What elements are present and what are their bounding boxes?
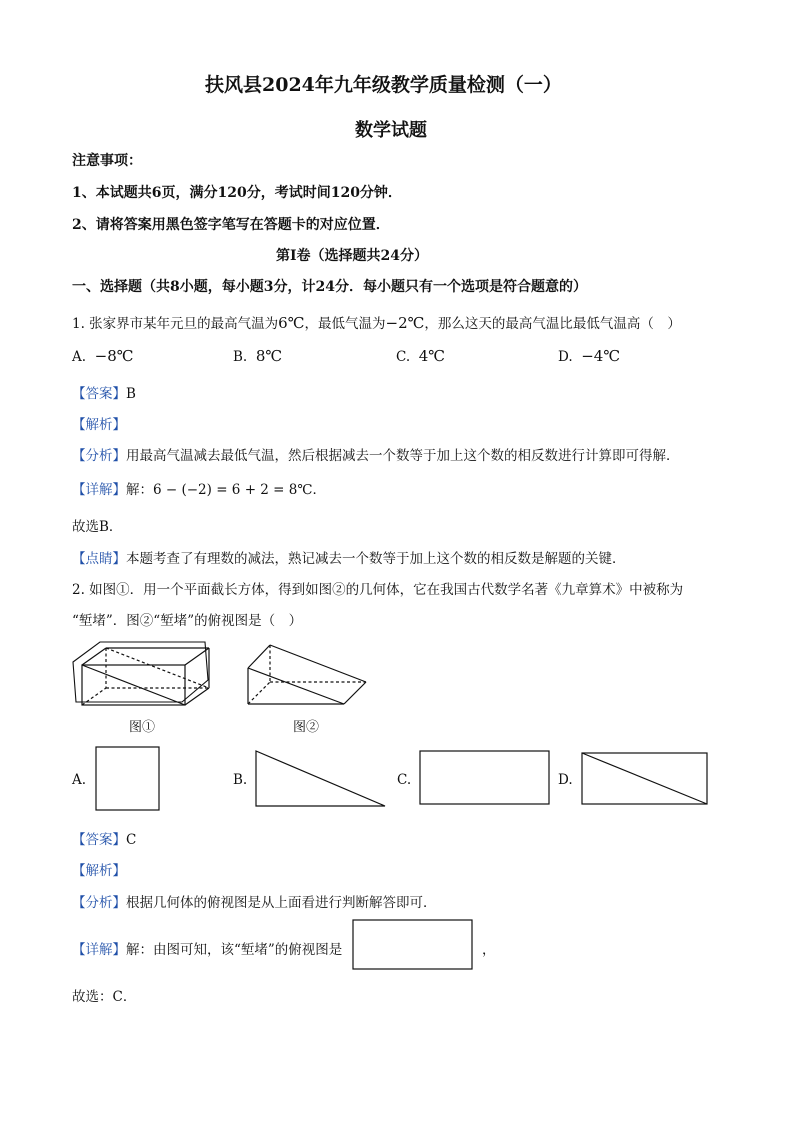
q2-option-d-rect-diagonal [581,752,709,806]
q1-dianjing: 【点睛】本题考查了有理数的减法，熟记减去一个数等于加上这个数的相反数是解题的关键． [72,551,626,567]
q1-analysis-tag: 【解析】 [72,417,126,433]
q2-option-d-label: D. [558,772,573,788]
q1-fenxi: 【分析】用最高气温减去最低气温，然后根据减去一个数等于加上这个数的相反数进行计算即可得解． [72,448,680,464]
volume-heading: 第Ⅰ卷（选择题共24分） [276,248,429,264]
q1-expression: 6 − (−2) = 6 + 2 = 8℃ [153,482,313,498]
q1-high-temp: 6℃ [278,314,305,332]
q2-option-c-label: C. [397,772,412,788]
q2-answer-rectangle [352,919,474,971]
q2-fenxi: 【分析】根据几何体的俯视图是从上面看进行判断解答即可． [72,895,437,911]
q1-option-d: D. −4℃ [558,347,621,365]
page-subtitle: 数学试题 [355,120,427,141]
notes-heading: 注意事项： [72,153,142,169]
figure-1-cuboid [70,640,220,712]
q2-option-a-square [95,746,161,812]
q1-xiangjie: 【详解】解：6 − (−2) = 6 + 2 = 8℃． [72,482,326,498]
notes-item-1: 1、本试题共6页，满分120分，考试时间120分钟． [72,185,402,201]
q2-stem-line2: “堑堵”．图②“堑堵”的俯视图是（ ） [72,613,303,629]
q1-stem-c: ，那么这天的最高气温比最低气温高（ ） [424,316,681,332]
q1-answer: 【答案】B [72,386,136,402]
part-heading: 一、选择题（共8小题，每小题3分，计24分．每小题只有一个选项是符合题意的） [72,279,587,295]
figure-2-caption: 图② [293,720,320,735]
q2-option-c-rectangle [419,750,551,806]
q1-stem [72,312,681,332]
q1-option-c: C. 4℃ [396,347,446,365]
notes-item-2: 2、请将答案用黑色签字笔写在答题卡的对应位置． [72,217,390,233]
q1-stem-a: 1. 张家界市某年元旦的最高气温为 [72,316,279,332]
page-title: 扶风县2024年九年级教学质量检测（一） [205,74,562,96]
q2-option-b-triangle [255,750,387,808]
q2-analysis-tag: 【解析】 [72,863,126,879]
q2-conclusion: 故选：C． [72,989,137,1005]
q2-xiangjie-end: ， [482,942,496,958]
figure-1-caption: 图① [129,720,156,735]
q2-stem-line1: 2. 如图①．用一个平面截长方体，得到如图②的几何体，它在我国古代数学名著《九章算术》中被称为 [72,582,684,598]
q1-conclusion: 故选B． [72,519,123,535]
q2-option-a-label: A. [72,772,87,788]
q1-stem-b: ，最低气温为 [304,316,386,332]
q1-option-a: A. −8℃ [72,347,134,365]
q1-low-temp: −2℃ [385,314,425,332]
q2-option-b-label: B. [233,772,248,788]
q2-xiangjie: 【详解】解：由图可知，该“堑堵”的俯视图是 [72,942,343,958]
figure-2-qiandu [244,642,372,708]
q2-answer: 【答案】C [72,832,137,848]
q1-option-b: B. 8℃ [233,347,283,365]
